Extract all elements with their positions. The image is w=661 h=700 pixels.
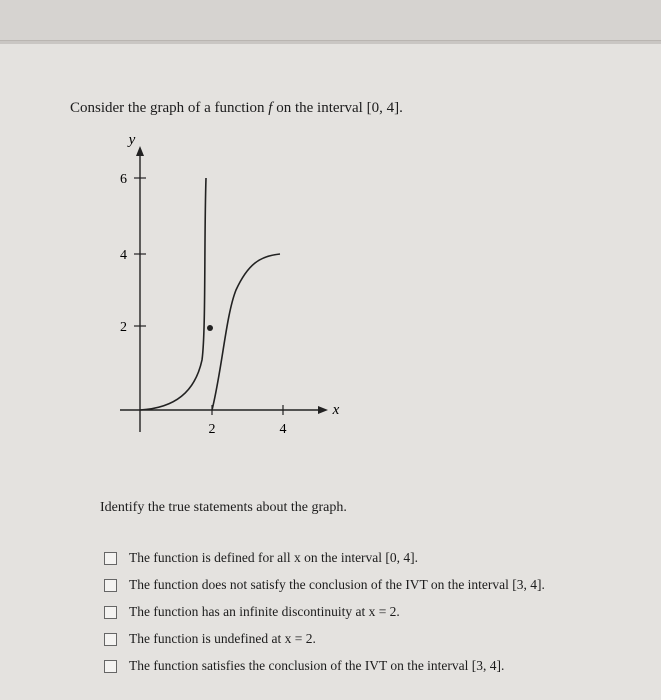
option-1[interactable] — [104, 545, 545, 571]
y-axis-label: y — [128, 132, 136, 148]
x-axis-label: x — [332, 402, 340, 418]
curve-right-branch — [212, 254, 280, 410]
option-3[interactable] — [104, 599, 545, 625]
isolated-point — [207, 325, 213, 331]
x-tick-label-2: 2 — [208, 422, 216, 437]
checkbox-1[interactable] — [104, 552, 117, 565]
x-axis-arrow — [318, 406, 328, 414]
checkbox-3[interactable] — [104, 606, 117, 619]
y-tick-label-4: 4 — [120, 248, 127, 263]
question-prefix: Consider the graph of a function — [70, 100, 269, 116]
option-5-label: The function satisfies the conclusion of the IVT on the interval [3, 4]. — [129, 658, 505, 673]
question-suffix: on the interval [0, 4]. — [272, 100, 403, 116]
function-graph — [100, 130, 350, 440]
checkbox-5[interactable] — [104, 660, 117, 673]
x-tick-label-4: 4 — [279, 422, 287, 437]
option-3-label: The function has an infinite discontinuity at x = 2. — [129, 604, 400, 619]
prompt-text: Identify the true statements about the graph. — [100, 500, 347, 515]
option-4[interactable] — [104, 626, 545, 652]
option-2-label: The function does not satisfy the conclusion of the IVT on the interval [3, 4]. — [129, 577, 545, 592]
y-axis-arrow — [136, 146, 144, 156]
question-text — [70, 100, 403, 117]
option-4-label: The function is undefined at x = 2. — [129, 631, 316, 646]
option-2[interactable] — [104, 572, 545, 598]
option-1-label: The function is defined for all x on the interval [0, 4]. — [129, 550, 419, 565]
option-5[interactable] — [104, 653, 545, 679]
options-list — [104, 545, 545, 680]
checkbox-4[interactable] — [104, 633, 117, 646]
top-bar — [0, 0, 661, 41]
checkbox-2[interactable] — [104, 579, 117, 592]
y-tick-label-6: 6 — [120, 172, 127, 187]
curve-left-branch — [140, 178, 206, 410]
function-name: f — [268, 100, 273, 116]
y-tick-label-2: 2 — [120, 320, 127, 335]
